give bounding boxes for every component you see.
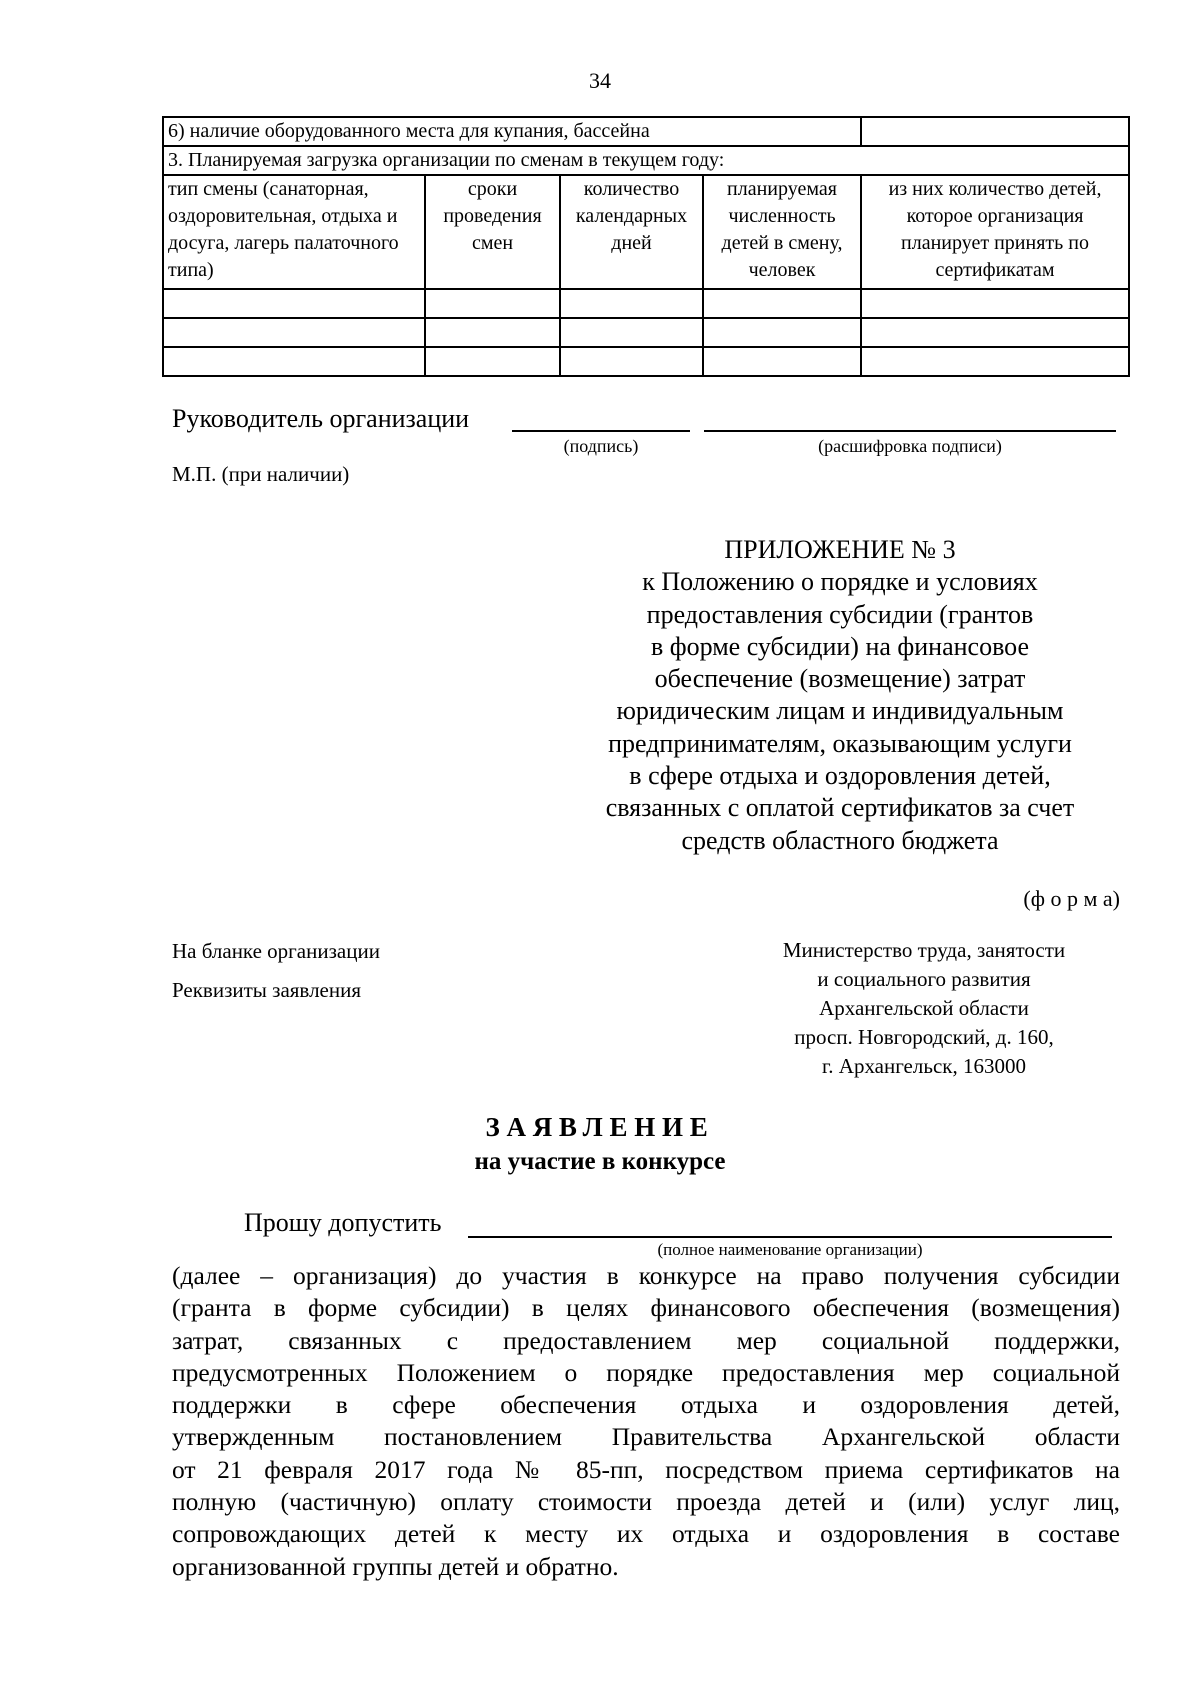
pool-row-value (861, 117, 1129, 146)
appendix-line: в сфере отдыха и оздоровления детей, (629, 761, 1051, 791)
body-line: предусмотренных Положением о порядке предоставления мер социальной (172, 1357, 1120, 1387)
table-row (163, 289, 1129, 318)
pool-row-label: 6) наличие оборудованного места для купания, бассейна (163, 117, 861, 146)
shift-load-table (162, 116, 1130, 377)
table-row (163, 318, 1129, 347)
recipient-address (752, 936, 1096, 1081)
statement-subtitle: на участие в конкурсе (474, 1148, 726, 1175)
organization-name-line (468, 1236, 1112, 1238)
request-label: Прошу допустить (244, 1208, 442, 1237)
signature-line (512, 430, 690, 432)
body-line: затрат, связанных с предоставлением мер социальной поддержки, (172, 1325, 1120, 1355)
stamp-note: М.П. (при наличии) (172, 462, 350, 486)
appendix-title: ПРИЛОЖЕНИЕ № 3 (724, 535, 956, 564)
body-line: организованной группы детей и обратно. (172, 1551, 619, 1581)
header-shift-type: тип смены (санаторная, оздоровительная, отдыха и досуга, лагерь палаточного типа) (163, 175, 425, 289)
letterhead-notes (172, 936, 380, 1014)
organization-name-caption: (полное наименование организации) (657, 1240, 923, 1259)
statement-title: ЗАЯВЛЕНИЕ (485, 1112, 715, 1142)
table-row (163, 347, 1129, 376)
blank-note: На бланке организации (172, 939, 380, 963)
appendix-heading (590, 534, 1090, 857)
signature-caption: (подпись) (563, 436, 639, 456)
body-line: утвержденным постановлением Правительства Архангельской области (172, 1422, 1120, 1452)
signature-decoding-caption: (расшифровка подписи) (818, 436, 1002, 456)
header-shift-dates: сроки проведения смен (425, 175, 560, 289)
appendix-line: юридическим лицам и индивидуальным (616, 696, 1064, 726)
body-line: сопровождающих детей к месту их отдыха и оздоровления в составе (172, 1519, 1120, 1549)
body-line: полную (частичную) оплату стоимости проезда детей и (или) услуг лиц, (172, 1487, 1120, 1517)
appendix-line: обеспечение (возмещение) затрат (654, 664, 1026, 694)
header-certificate-count: из них количество детей, которое организация планирует принять по сертификатам (861, 175, 1129, 289)
form-mark: (ф о р м а) (1023, 886, 1120, 911)
recipient-line: просп. Новгородский, д. 160, (794, 1025, 1054, 1049)
body-line: (далее – организация) до участия в конкурсе на право получения субсидии (172, 1261, 1120, 1290)
appendix-line: предоставления субсидии (грантов (646, 599, 1034, 629)
recipient-line: Архангельской области (819, 996, 1029, 1020)
appendix-line: в форме субсидии) на финансовое (650, 631, 1030, 661)
section3-title: 3. Планируемая загрузка организации по сменам в текущем году: (163, 146, 1129, 175)
body-line: поддержки в сфере обеспечения отдыха и оздоровления детей, (172, 1390, 1120, 1420)
recipient-line: Министерство труда, занятости (782, 938, 1066, 962)
head-of-organization-label: Руководитель организации (172, 404, 470, 433)
appendix-line: связанных с оплатой сертификатов за счет (605, 793, 1075, 823)
statement-body (172, 1260, 1120, 1583)
appendix-line: средств областного бюджета (681, 825, 999, 855)
requisites-note: Реквизиты заявления (172, 978, 361, 1002)
header-planned-count: планируемая численность детей в смену, человек (703, 175, 861, 289)
body-line: от 21 февраля 2017 года № 85-пп, посредством приема сертификатов на (172, 1454, 1120, 1484)
header-calendar-days: количество календарных дней (560, 175, 703, 289)
recipient-line: г. Архангельск, 163000 (822, 1054, 1026, 1078)
body-line: (гранта в форме субсидии) в целях финансового обеспечения (возмещения) (172, 1293, 1120, 1323)
appendix-line: предпринимателям, оказывающим услуги (608, 728, 1072, 758)
appendix-line: к Положению о порядке и условиях (642, 567, 1038, 597)
signature-decoding-line (704, 430, 1116, 432)
page-number: 34 (589, 68, 611, 93)
recipient-line: и социального развития (817, 967, 1031, 991)
